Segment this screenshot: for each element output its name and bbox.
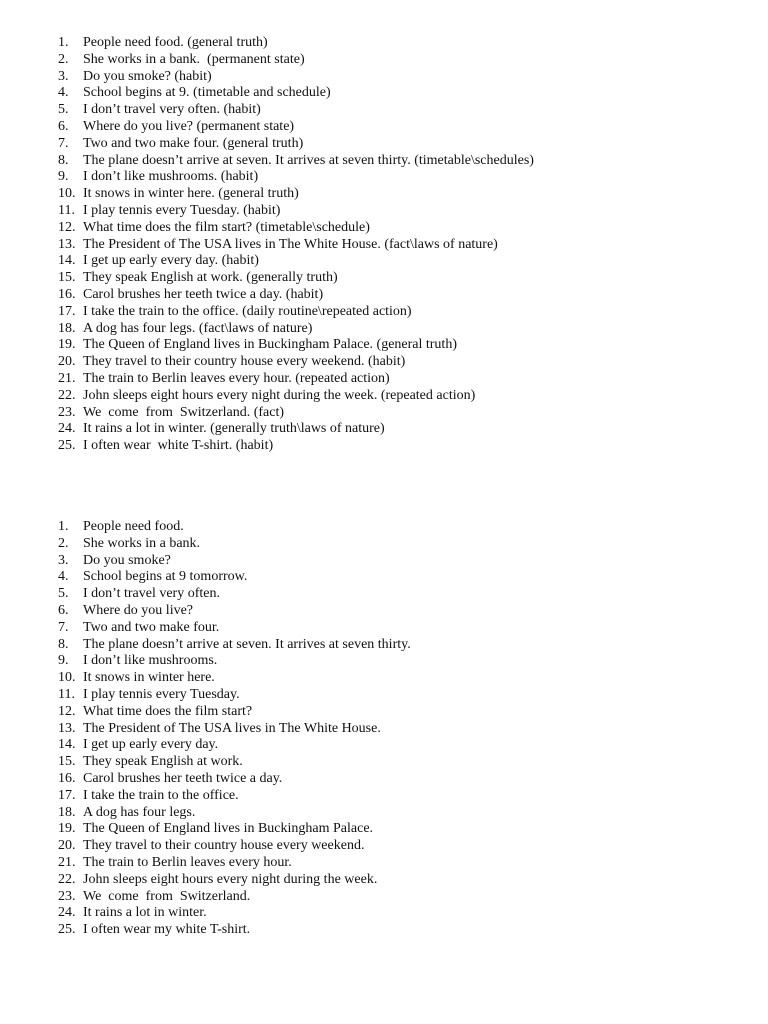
item-number: 1. [58,519,69,534]
list-item [58,69,534,86]
item-number: 6. [58,118,69,134]
list-item [58,838,411,855]
item-number: 17. [58,787,76,803]
item-sentence: The President of The USA lives in The White House. [83,720,381,736]
list-item [58,637,411,654]
list-item [58,569,411,586]
item-sentence: The train to Berlin leaves every hour. (repeated action) [83,370,390,386]
item-sentence: The plane doesn’t arrive at seven. It arrives at seven thirty. (timetable\schedules) [83,152,534,168]
list-item [58,203,534,220]
list-item [58,102,534,119]
item-number: 9. [58,169,69,185]
item-number: 2. [58,535,69,551]
item-number: 12. [58,703,76,719]
item-sentence: We come from Switzerland. (fact) [83,404,285,420]
item-sentence: A dog has four legs. [83,804,196,820]
item-sentence: I don’t travel very often. [83,586,220,602]
list-item [58,237,534,254]
item-sentence: They travel to their country house every weekend. (habit) [83,354,406,370]
item-sentence: Where do you live? (permanent state) [83,118,295,134]
item-sentence: Two and two make four. [83,619,220,635]
item-sentence: What time does the film start? (timetable\schedule) [83,219,370,235]
list-item [58,889,411,906]
item-sentence: A dog has four legs. (fact\laws of nature) [83,320,313,336]
list-item [58,670,411,687]
item-number: 18. [58,804,76,820]
list-item [58,85,534,102]
item-sentence: Do you smoke? [83,552,171,568]
item-sentence: School begins at 9 tomorrow. [83,569,248,585]
item-number: 15. [58,270,76,286]
list-item [58,603,411,620]
list-item [58,169,534,186]
item-number: 5. [58,102,69,118]
item-number: 12. [58,219,76,235]
item-number: 11. [58,686,75,702]
item-sentence: I take the train to the office. (daily routine\repeated action) [83,303,412,319]
list-item [58,220,534,237]
list-item [58,536,411,553]
list-item [58,704,411,721]
list-item [58,922,411,939]
list-item [58,855,411,872]
list-item [58,620,411,637]
item-number: 4. [58,85,69,101]
item-number: 21. [58,370,76,386]
item-number: 6. [58,602,69,618]
item-sentence: They travel to their country house every weekend. [83,838,365,854]
item-sentence: I often wear white T-shirt. (habit) [83,438,274,454]
list-item [58,737,411,754]
item-sentence: Two and two make four. (general truth) [83,135,304,151]
item-number: 23. [58,888,76,904]
item-number: 3. [58,552,69,568]
item-number: 24. [58,905,76,921]
item-number: 14. [58,253,76,269]
item-number: 10. [58,670,76,686]
list-item [58,388,534,405]
item-number: 5. [58,586,69,602]
item-number: 19. [58,337,76,353]
item-sentence: They speak English at work. (generally truth) [83,270,338,286]
item-sentence: People need food. (general truth) [83,35,268,50]
item-number: 22. [58,871,76,887]
item-sentence: She works in a bank. [83,535,201,551]
list-item [58,371,534,388]
item-number: 7. [58,619,69,635]
list-item [58,721,411,738]
item-number: 4. [58,569,69,585]
item-number: 18. [58,320,76,336]
exercise-list [58,519,411,939]
list-item [58,337,534,354]
list-item [58,788,411,805]
list-item [58,905,411,922]
list-item [58,354,534,371]
item-sentence: The train to Berlin leaves every hour. [83,854,292,870]
item-number: 19. [58,821,76,837]
item-sentence: The President of The USA lives in The White House. (fact\laws of nature) [83,236,498,252]
list-item [58,270,534,287]
item-sentence: I play tennis every Tuesday. (habit) [83,202,281,218]
item-sentence: She works in a bank. (permanent state) [83,51,305,67]
list-item [58,519,411,536]
item-number: 16. [58,286,76,302]
item-sentence: The Queen of England lives in Buckingham Palace. (general truth) [83,337,457,353]
list-item [58,186,534,203]
item-sentence: People need food. [83,519,184,534]
item-sentence: John sleeps eight hours every night during the week. [83,871,378,887]
item-number: 8. [58,636,69,652]
item-number: 17. [58,303,76,319]
list-item [58,586,411,603]
item-number: 20. [58,838,76,854]
answer-key-list [58,35,534,455]
list-item [58,52,534,69]
item-sentence: It snows in winter here. (general truth) [83,186,299,202]
list-item [58,119,534,136]
item-sentence: It rains a lot in winter. (generally truth\laws of nature) [83,421,385,437]
item-sentence: The plane doesn’t arrive at seven. It arrives at seven thirty. [83,636,411,652]
item-sentence: School begins at 9. (timetable and schedule) [83,85,331,101]
item-sentence: Where do you live? [83,602,194,618]
item-sentence: I often wear my white T-shirt. [83,922,251,938]
item-number: 1. [58,35,69,50]
item-sentence: What time does the film start? [83,703,253,719]
item-sentence: We come from Switzerland. [83,888,251,904]
list-item [58,754,411,771]
list-item [58,771,411,788]
item-sentence: John sleeps eight hours every night during the week. (repeated action) [83,387,476,403]
item-number: 10. [58,186,76,202]
list-item [58,805,411,822]
list-item [58,304,534,321]
item-number: 8. [58,152,69,168]
item-sentence: I take the train to the office. [83,787,239,803]
list-item [58,253,534,270]
item-sentence: The Queen of England lives in Buckingham Palace. [83,821,374,837]
item-sentence: I don’t travel very often. (habit) [83,102,261,118]
list-item [58,438,534,455]
item-sentence: I get up early every day. [83,737,219,753]
item-number: 22. [58,387,76,403]
item-number: 7. [58,135,69,151]
item-sentence: Carol brushes her teeth twice a day. (habit) [83,286,324,302]
item-sentence: I don’t like mushrooms. (habit) [83,169,259,185]
item-number: 13. [58,236,76,252]
item-sentence: I play tennis every Tuesday. [83,686,240,702]
list-item [58,321,534,338]
item-number: 15. [58,754,76,770]
list-item [58,421,534,438]
list-item [58,287,534,304]
item-number: 2. [58,51,69,67]
item-number: 21. [58,854,76,870]
item-sentence: I get up early every day. (habit) [83,253,259,269]
list-item [58,153,534,170]
list-item [58,821,411,838]
item-number: 20. [58,354,76,370]
item-sentence: It snows in winter here. [83,670,215,686]
item-number: 3. [58,68,69,84]
item-sentence: Do you smoke? (habit) [83,68,212,84]
item-number: 11. [58,202,75,218]
list-item [58,136,534,153]
list-item [58,653,411,670]
item-number: 25. [58,922,76,938]
item-number: 13. [58,720,76,736]
list-item [58,553,411,570]
item-sentence: Carol brushes her teeth twice a day. [83,770,283,786]
item-sentence: They speak English at work. [83,754,243,770]
item-number: 25. [58,438,76,454]
list-item [58,35,534,52]
item-number: 14. [58,737,76,753]
list-item [58,687,411,704]
list-item [58,872,411,889]
list-item [58,405,534,422]
item-number: 23. [58,404,76,420]
item-number: 16. [58,770,76,786]
item-number: 9. [58,653,69,669]
item-number: 24. [58,421,76,437]
item-sentence: It rains a lot in winter. [83,905,207,921]
item-sentence: I don’t like mushrooms. [83,653,218,669]
